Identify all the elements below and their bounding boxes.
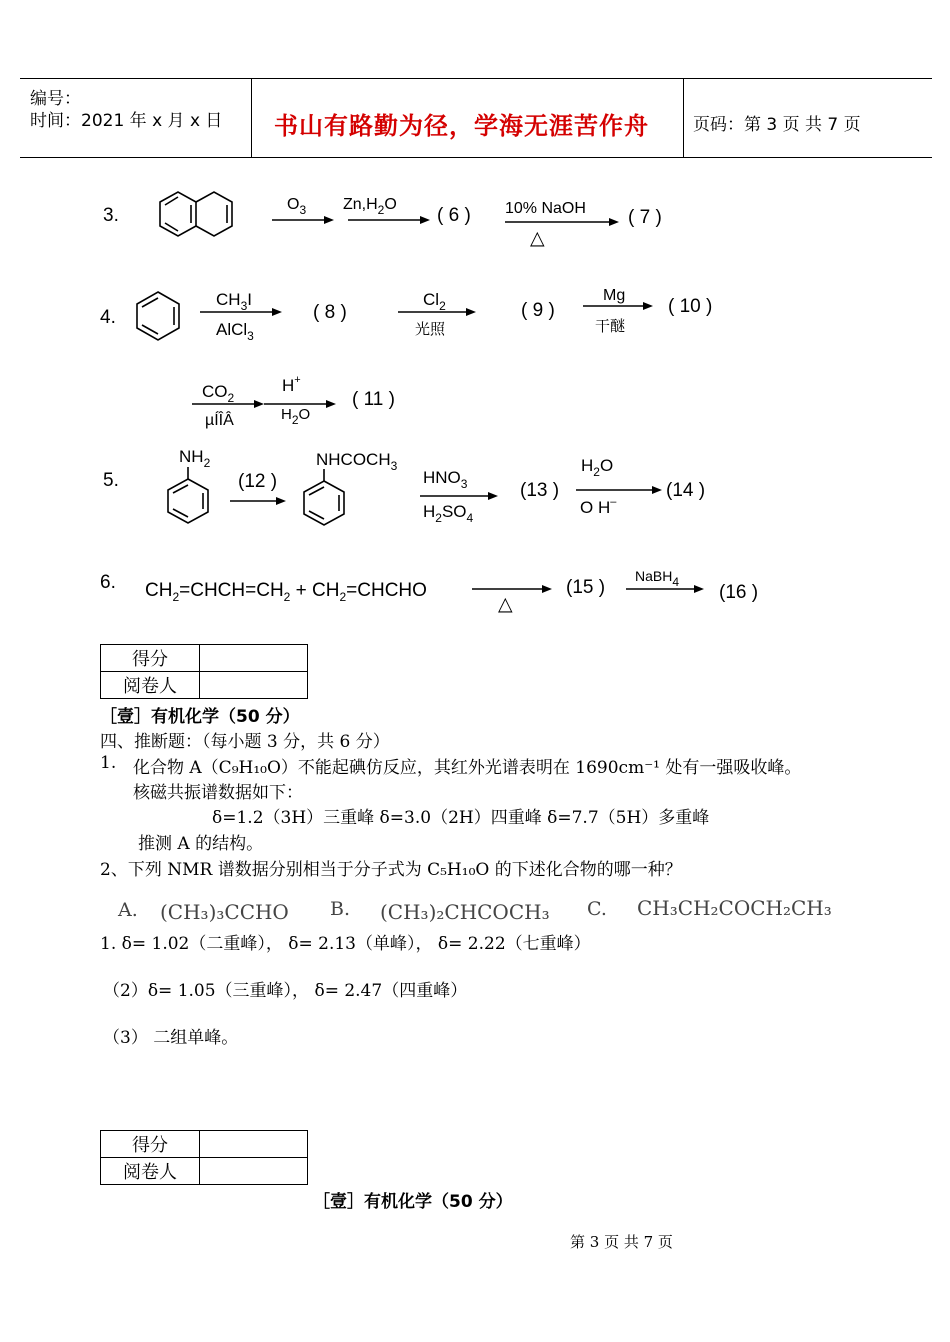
section-title-1: ［壹］有机化学（50 分）	[100, 707, 300, 727]
q1-line2: 核磁共振谱数据如下：	[133, 783, 303, 803]
arrow-acetylation	[230, 495, 286, 507]
aniline-nh2-label: $NH_2$	[179, 447, 211, 470]
arrow-aldol	[505, 216, 619, 228]
nmr-data-3: （3） 二组单峰。	[103, 1028, 239, 1048]
reagent-hno3: $HNO_3$	[423, 468, 468, 491]
arrow-chlorination	[398, 306, 476, 318]
q2-line1: 2、下列 NMR 谱数据分别相当于分子式为 C₅H₁₀O 的下述化合物的哪一种？	[100, 860, 682, 880]
choice-b-formula: (CH₃)₂CHCOCH₃	[380, 900, 550, 924]
reaction-4-number: 4.	[100, 307, 116, 328]
header-top-rule	[20, 78, 932, 79]
nmr-data-2: （2）δ= 1.05（三重峰）， δ= 2.47（四重峰）	[103, 981, 468, 1001]
reaction-5-number: 5.	[103, 470, 119, 491]
reagent-zn-h2o: $Zn,H_2O$	[343, 196, 397, 217]
header-number-label: 编号：	[30, 89, 81, 109]
diels-alder-equation: $CH_2=CHCH=CH_2$ + $CH_2=CHCHO$	[145, 580, 427, 604]
grader-field	[200, 1158, 308, 1185]
blank-14: (14 )	[666, 480, 706, 501]
reagent-ch3i: $CH_3I$	[216, 290, 252, 313]
grader-label: 阅卷人	[101, 672, 200, 699]
reagent-o3: $O_3$	[287, 196, 307, 217]
reagent-mg: Mg	[603, 287, 626, 304]
blank-7: ( 7 )	[628, 207, 662, 228]
reaction-6-number: 6.	[100, 572, 116, 593]
acetanilide-structure	[296, 469, 352, 529]
header-bottom-rule	[20, 157, 932, 158]
reagent-dry-ether: 干醚	[595, 317, 626, 335]
reagent-nabh4: NaBH4	[635, 568, 680, 589]
blank-15: (15 )	[566, 577, 606, 598]
reagent-garbled: µÍÎÂ	[205, 412, 234, 429]
arrow-reduction	[348, 214, 430, 226]
arrow-alkylation	[200, 306, 282, 318]
blank-8: ( 8 )	[313, 302, 347, 323]
choice-a-formula: (CH₃)₃CCHO	[160, 900, 289, 924]
benzene-structure	[130, 288, 186, 344]
q1-line3: δ=1.2（3H）三重峰 δ=3.0（2H）四重峰 δ=7.7（5H）多重峰	[212, 808, 710, 828]
score-table-2	[100, 1130, 308, 1185]
reaction-3-number: 3.	[103, 205, 119, 226]
blank-12: (12 )	[238, 471, 278, 492]
header-divider-right	[683, 78, 684, 157]
score-field	[200, 645, 308, 672]
choice-a-label: A.	[118, 899, 138, 921]
choice-b-label: B.	[330, 898, 351, 920]
grader-field	[200, 672, 308, 699]
page-footer: 第 3 页 共 7 页	[570, 1233, 673, 1251]
choice-c-formula: CH₃CH₂COCH₂CH₃	[637, 896, 832, 920]
score-label: 得分	[101, 645, 200, 672]
reagent-cl2: $Cl_2$	[423, 290, 446, 313]
reagent-alcl3: AlCl$_3$	[216, 320, 254, 343]
dihydronaphthalene-structure	[150, 186, 280, 250]
reagent-naoh: 10% NaOH	[505, 200, 586, 217]
header-motto: 书山有路勤为径，学海无涯苦作舟	[274, 112, 649, 140]
grader-label: 阅卷人	[101, 1158, 200, 1185]
heat-symbol-r3: △	[530, 227, 545, 249]
header-divider-left	[251, 78, 252, 157]
q1-number: 1.	[100, 753, 117, 773]
nmr-data-1: 1. δ= 1.02（二重峰）， δ= 2.13（单峰）， δ= 2.22（七重峰）	[100, 934, 591, 954]
heat-symbol-r6: △	[498, 593, 513, 615]
arrow-carboxylation	[192, 398, 264, 410]
blank-6: ( 6 )	[437, 205, 471, 226]
blank-13: (13 )	[520, 480, 560, 501]
reagent-h2o-acid: $H_2O$	[281, 406, 311, 427]
arrow-nitration	[420, 490, 498, 502]
header-time-label: 时间：2021 年 x 月 x 日	[30, 111, 223, 131]
reagent-hplus: H+	[282, 374, 301, 395]
acetanilide-label: $NHCOCH_3$	[316, 450, 398, 473]
arrow-reduction-nabh4	[626, 583, 704, 595]
arrow-grignard	[583, 300, 653, 312]
reagent-h2so4: $H_2SO_4$	[423, 502, 474, 525]
q1-line4: 推测 A 的结构。	[138, 834, 264, 854]
score-label: 得分	[101, 1131, 200, 1158]
score-table-1	[100, 644, 308, 699]
blank-11: ( 11 )	[352, 389, 395, 410]
part4-heading: 四、推断题：（每小题 3 分，共 6 分）	[100, 732, 390, 752]
aniline-structure	[160, 467, 216, 527]
blank-9: ( 9 )	[521, 300, 555, 321]
arrow-ozonolysis	[272, 214, 334, 226]
section-title-2: ［壹］有机化学（50 分）	[313, 1192, 513, 1212]
reagent-co2: $CO_2$	[202, 382, 235, 405]
header-page-label: 页码：第 3 页 共 7 页	[693, 115, 861, 135]
choice-c-label: C.	[587, 898, 607, 920]
reagent-h2o-hydrolysis: $H_2O$	[581, 456, 614, 479]
q1-line1: 化合物 A（C₉H₁₀O）不能起碘仿反应，其红外光谱表明在 1690cm⁻¹ 处有一强吸收峰。	[133, 758, 802, 778]
blank-16: (16 )	[719, 582, 759, 603]
score-field	[200, 1131, 308, 1158]
reagent-light: 光照	[415, 320, 446, 338]
arrow-hydrolysis	[576, 484, 662, 496]
reagent-hydroxide: O H–	[580, 496, 617, 517]
blank-10: ( 10 )	[668, 296, 713, 317]
